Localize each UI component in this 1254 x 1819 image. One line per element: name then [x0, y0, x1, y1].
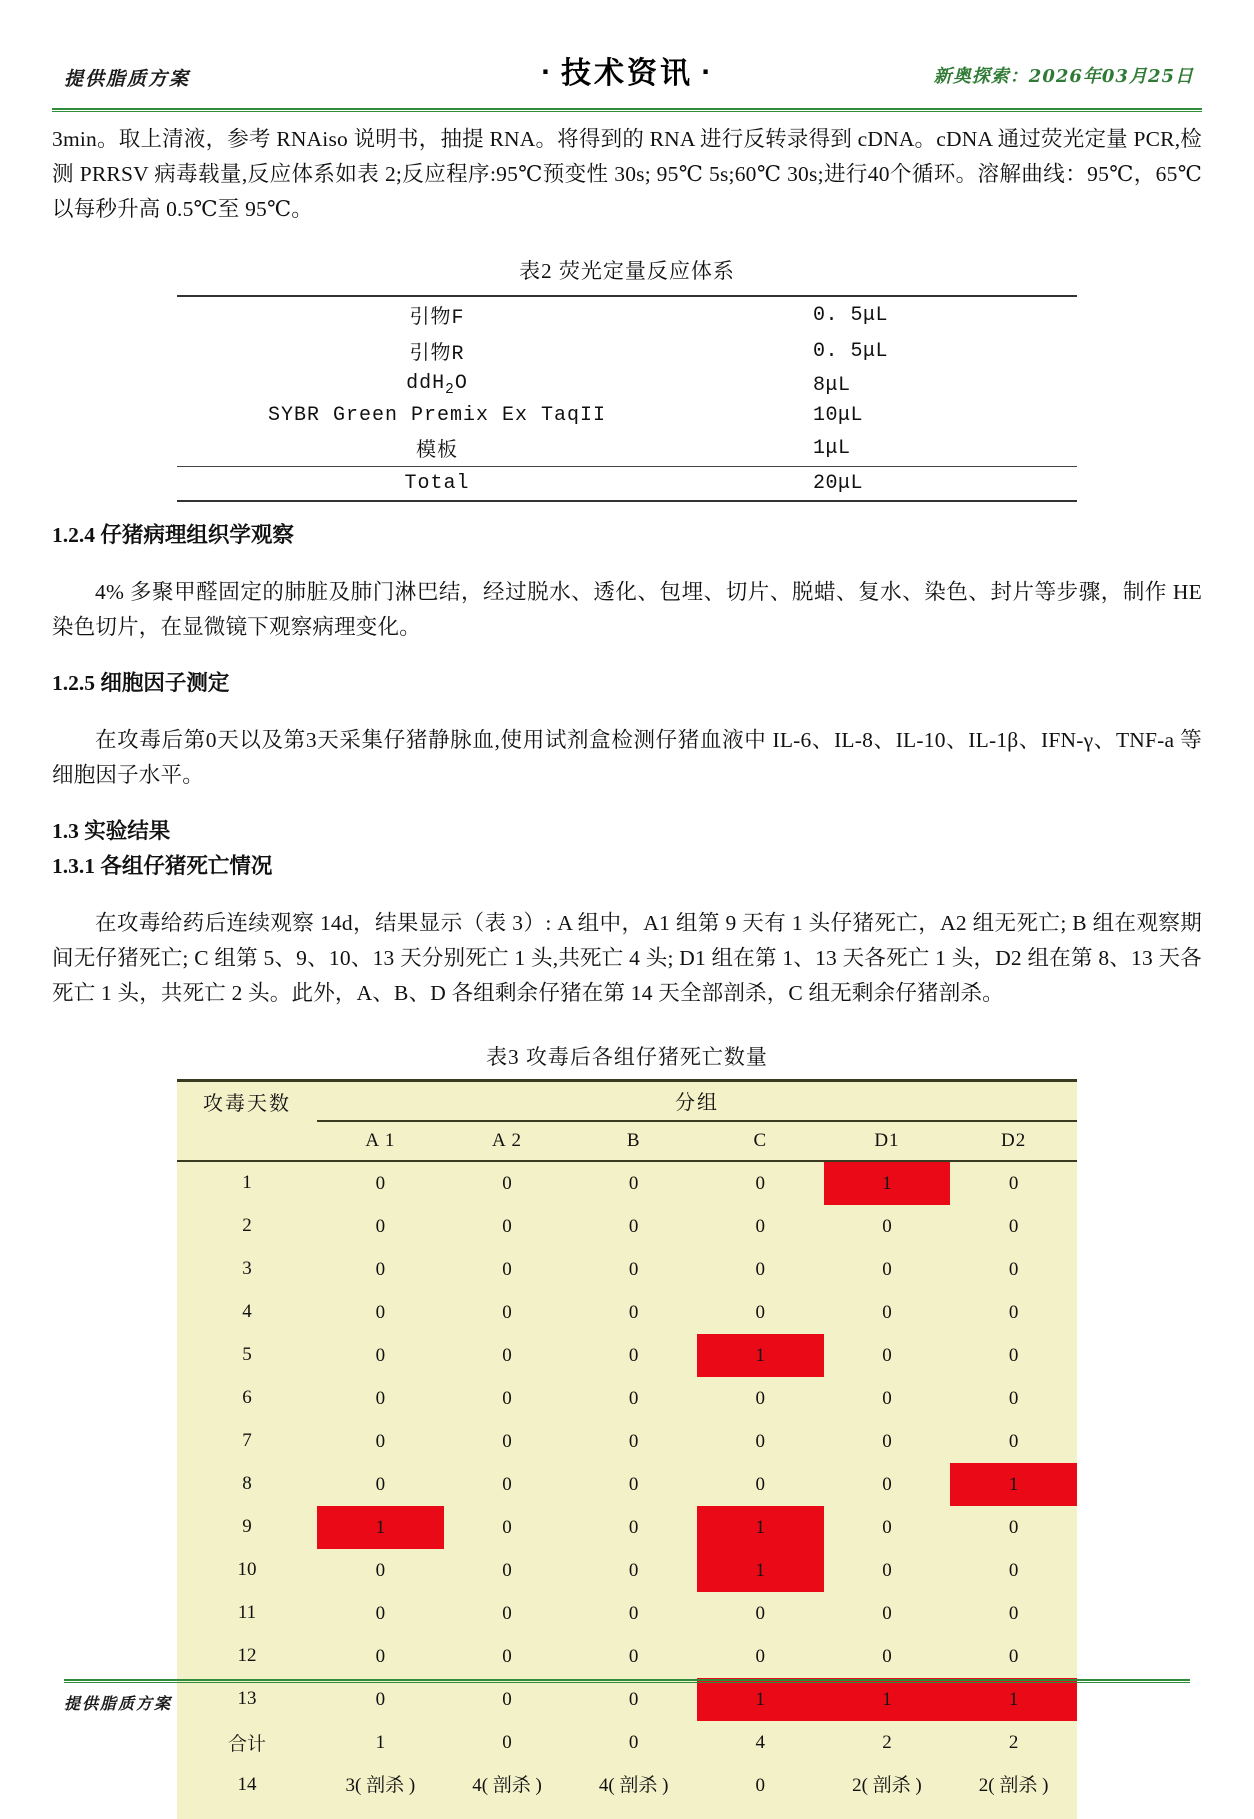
table3-cell — [697, 1592, 824, 1635]
table2-caption: 表2 荧光定量反应体系 — [519, 259, 735, 283]
table-row — [177, 1463, 1077, 1506]
title-dot-left: · — [540, 58, 553, 86]
table3-cell — [317, 1291, 444, 1334]
table3-cell — [950, 1764, 1077, 1807]
table3-cell-value: 4( 剖杀 ) — [598, 1774, 669, 1796]
table3-cell-value: 0 — [882, 1258, 892, 1280]
table-row — [177, 430, 1077, 467]
table3-cell — [317, 1764, 444, 1807]
table2-cell-label: ddH$_2$O — [406, 372, 468, 398]
table3-cell-value: 4 — [755, 1731, 766, 1753]
table-row — [177, 1248, 1077, 1291]
table3-cell — [697, 1463, 824, 1506]
subscript-2: 2 — [445, 382, 455, 398]
table3-cell — [824, 1248, 951, 1291]
table3-cell — [570, 1506, 697, 1549]
table3-cell-value: 0 — [502, 1473, 512, 1495]
table3-cell-value: 0 — [375, 1344, 386, 1366]
table3-cell-value: 0 — [1008, 1516, 1019, 1538]
table3-cell — [950, 1506, 1077, 1549]
table3-cell-value: 0 — [502, 1731, 512, 1753]
table3-cell-value: 0 — [375, 1301, 386, 1323]
table3-cell — [317, 1678, 444, 1721]
table3-cell-value: 0 — [375, 1688, 386, 1710]
table2-cell-value: 0. 5μL — [813, 339, 889, 363]
table3-row-day: 8 — [242, 1473, 252, 1494]
table3-cell — [824, 1420, 951, 1463]
table3-row-day: 14 — [237, 1774, 257, 1795]
table3-cell-value: 0 — [882, 1645, 892, 1667]
table3-cell-value: 0 — [628, 1602, 639, 1624]
table3-cell — [317, 1377, 444, 1420]
table3-cell — [444, 1721, 571, 1764]
table3-cell — [697, 1721, 824, 1764]
table2-cell-label: 引物F — [177, 296, 697, 333]
table2-cell-value: 8μL — [813, 373, 851, 397]
table3-cell — [444, 1463, 571, 1506]
table2-body — [177, 296, 1077, 501]
intro-paragraph-block — [52, 122, 1202, 227]
table3-cell — [444, 1291, 571, 1334]
table3-row-day: 5 — [242, 1344, 252, 1365]
table3-cell-value: 1 — [882, 1172, 892, 1194]
table3-cell-value: 3( 剖杀 ) — [345, 1774, 416, 1796]
table3-cell — [950, 1678, 1077, 1721]
table2-cell-value: 1μL — [813, 436, 851, 460]
table-row — [177, 369, 1077, 401]
table3-cell — [570, 1161, 697, 1205]
table-row — [177, 1334, 1077, 1377]
table3-cell — [697, 1205, 824, 1248]
table2-total-value: 20μL — [697, 467, 1077, 502]
table3-cell — [317, 1205, 444, 1248]
table3-cell — [317, 1420, 444, 1463]
table2-block — [52, 255, 1202, 502]
table3-cell-value: 0 — [375, 1430, 386, 1452]
table-row — [177, 1205, 1077, 1248]
table3-cell — [570, 1678, 697, 1721]
table2-cell-value: 0. 5μL — [697, 296, 1077, 333]
table3-cell-value: 0 — [375, 1172, 386, 1194]
table3-subheader-row — [177, 1121, 1077, 1161]
table3-cell-value: 1 — [755, 1516, 766, 1538]
table3-cell-value: 0 — [375, 1559, 386, 1581]
document-page — [0, 46, 1254, 1796]
table3-cell — [570, 1377, 697, 1420]
table3-cell-value: 2( 剖杀 ) — [852, 1774, 922, 1796]
table3-bottom-spacer — [177, 1807, 1077, 1819]
table3-cell-value: 0 — [1008, 1387, 1019, 1409]
table3-cell-value: 0 — [755, 1387, 766, 1409]
section-body-1-2-4: 4% 多聚甲醛固定的肺脏及肺门淋巴结，经过脱水、透化、包埋、切片、脱蜡、复水、染色、封片等步骤，制作 HE 染色切片，在显微镜下观察病理变化。 — [52, 579, 1202, 639]
table3-cell — [950, 1463, 1077, 1506]
table3-cell-value: 1 — [375, 1731, 386, 1753]
table3-cell-value: 0 — [502, 1688, 512, 1710]
table3-cell-value: 0 — [755, 1430, 766, 1452]
table3-row-day: 6 — [242, 1387, 252, 1408]
table3-cell-value: 0 — [502, 1387, 512, 1409]
table3-cell — [950, 1291, 1077, 1334]
table3-cell — [824, 1635, 951, 1678]
table3-row-day: 12 — [237, 1645, 257, 1666]
table3-cell — [824, 1764, 951, 1807]
table3-caption: 表3 攻毒后各组仔猪死亡数量 — [486, 1044, 768, 1069]
table3-cell — [697, 1549, 824, 1592]
table3-cell-value: 0 — [375, 1215, 386, 1237]
table-row — [177, 401, 1077, 430]
table3-row-day: 4 — [242, 1301, 252, 1322]
table3-row-day: 13 — [237, 1688, 257, 1709]
table-row — [177, 1377, 1077, 1420]
table3-cell-value: 0 — [375, 1473, 386, 1495]
table3-cell — [950, 1635, 1077, 1678]
table3-cell-value: 0 — [1008, 1258, 1019, 1280]
table2-cell-label: 模板 — [416, 440, 458, 463]
table3-subheader-blank — [177, 1121, 317, 1161]
table3-cell — [570, 1635, 697, 1678]
table-row — [177, 1549, 1077, 1592]
table3-cell-value: 0 — [1008, 1215, 1019, 1237]
table3-cell — [697, 1420, 824, 1463]
table3-cell-value: 0 — [1008, 1430, 1019, 1452]
table3-cell-value: 2 — [1008, 1731, 1019, 1753]
table3-cell-value: 0 — [882, 1602, 892, 1624]
table3-cell-value: 0 — [1008, 1301, 1019, 1323]
table3-cell — [444, 1334, 571, 1377]
table3-cell-value: 1 — [755, 1688, 766, 1710]
table3-row-day: 1 — [177, 1161, 317, 1205]
table3-cell-value: 0 — [628, 1344, 639, 1366]
table3-cell-value: 0 — [502, 1258, 512, 1280]
table3-col-d2: D2 — [1001, 1129, 1027, 1151]
table3-cell-value: 1 — [1008, 1688, 1019, 1710]
table3-cell-value: 2 — [882, 1731, 892, 1753]
table3-cell — [317, 1463, 444, 1506]
table-row — [177, 1291, 1077, 1334]
table3-cell — [697, 1248, 824, 1291]
table3-cell-value: 4( 剖杀 ) — [472, 1774, 542, 1796]
table-row — [177, 1592, 1077, 1635]
table3-cell-value: 0 — [882, 1344, 892, 1366]
header-rule-thin — [52, 111, 1202, 112]
table3-cell — [697, 1334, 824, 1377]
table3-cell-value: 0 — [502, 1602, 512, 1624]
table3-cell-value: 0 — [755, 1172, 766, 1194]
table3-cell-value: 0 — [628, 1473, 639, 1495]
table3-cell — [317, 1248, 444, 1291]
table3-cell — [444, 1635, 571, 1678]
table-row — [177, 1161, 1077, 1205]
table3-row-day: 合计 — [228, 1733, 267, 1755]
table3-cell — [697, 1506, 824, 1549]
table3-cell — [697, 1635, 824, 1678]
table3-cell — [824, 1377, 951, 1420]
table3-col-b: B — [626, 1129, 641, 1151]
table3-header-group: 分组 — [317, 1082, 1077, 1121]
table3-cell — [317, 1334, 444, 1377]
table-row — [177, 1420, 1077, 1463]
section-heading-1-3-1: 1.3.1 各组仔猪死亡情况 — [52, 854, 273, 878]
table3-cell-value: 0 — [1008, 1645, 1019, 1667]
table3-cell-value: 1 — [755, 1344, 766, 1366]
table3-cell-value: 0 — [375, 1258, 386, 1280]
table2-total-label: Total — [177, 467, 697, 502]
table3-header-row — [177, 1082, 1077, 1121]
table3-cell-value: 0 — [1008, 1602, 1019, 1624]
table3-cell-value: 0 — [375, 1602, 386, 1624]
table3-cell-value: 0 — [882, 1559, 892, 1581]
table3-cell — [950, 1161, 1077, 1205]
table3-cell-value: 0 — [628, 1645, 639, 1667]
table-row — [177, 333, 1077, 369]
table3-cell — [697, 1291, 824, 1334]
table3-cell-value: 0 — [755, 1473, 766, 1495]
section-body-1-3-1: 在攻毒给药后连续观察 14d，结果显示（表 3）: A 组中，A1 组第 9 天有 1 头仔猪死亡，A2 组无死亡; B 组在观察期间无仔猪死亡; C 组第 5、9、10、13 天分别死亡 1 头,共死亡 4 头; D1 组在第 1、13 天各死亡 1 头，D2 组在第 8、13 天各死亡 1 头，共死亡 2 头。此外，A、B、D 各组剩余仔猪在第 14 天全部剖杀，C 组无剩余仔猪剖杀。 — [52, 910, 1202, 1005]
table3-cell-value: 0 — [628, 1430, 639, 1452]
table2-cell-label: 引物R — [409, 343, 465, 366]
table-row — [177, 1764, 1077, 1807]
table3-cell — [570, 1764, 697, 1807]
table3-cell — [950, 1248, 1077, 1291]
table3-cell — [444, 1592, 571, 1635]
header-rule-thick — [52, 108, 1202, 110]
table3-cell-value: 0 — [1008, 1344, 1019, 1366]
table3-cell — [824, 1678, 951, 1721]
table3-cell — [444, 1377, 571, 1420]
table3-cell-value: 0 — [628, 1215, 639, 1237]
table3-col-c: C — [753, 1129, 768, 1151]
table3-head — [177, 1082, 1077, 1161]
table3-cell — [697, 1764, 824, 1807]
table2-cell-value: 10μL — [813, 404, 864, 427]
table3-cell-value: 0 — [882, 1301, 892, 1323]
table3-cell — [570, 1248, 697, 1291]
table3-cell — [444, 1506, 571, 1549]
table3-cell — [697, 1678, 824, 1721]
table3-cell — [824, 1463, 951, 1506]
page-header — [52, 46, 1202, 108]
table3-cell — [824, 1721, 951, 1764]
table3-cell — [697, 1377, 824, 1420]
table3-cell-value: 0 — [502, 1559, 512, 1581]
table3-cell-value: 0 — [628, 1387, 639, 1409]
table3-cell — [317, 1635, 444, 1678]
table3-cell-value: 0 — [628, 1258, 639, 1280]
footer-left-mark: 提供脂质方案 — [64, 1694, 173, 1713]
table2-total-row — [177, 467, 1077, 502]
table3-cell-value: 1 — [1008, 1473, 1019, 1495]
page-title-text: 技术资讯 — [561, 56, 693, 91]
table3-cell-value: 0 — [755, 1301, 766, 1323]
table3-cell-value: 0 — [502, 1516, 512, 1538]
table3-col-a2: A 2 — [492, 1129, 522, 1151]
table3-cell-value: 0 — [375, 1387, 386, 1409]
table3-cell-value: 0 — [502, 1344, 512, 1366]
table3-cell — [950, 1334, 1077, 1377]
table3-col-a1: A 1 — [365, 1129, 396, 1151]
table-row — [177, 1635, 1077, 1678]
table3-cell-value: 0 — [628, 1688, 639, 1710]
section-heading-1-2-5: 1.2.5 细胞因子测定 — [52, 671, 230, 695]
table3-cell — [824, 1549, 951, 1592]
table3-cell-value: 0 — [628, 1301, 639, 1323]
table3-cell-value: 1 — [755, 1559, 766, 1581]
table3-cell — [570, 1291, 697, 1334]
table3-cell — [444, 1549, 571, 1592]
table3-cell — [950, 1420, 1077, 1463]
section-body-1-2-5: 在攻毒后第0天以及第3天采集仔猪静脉血,使用试剂盒检测仔猪血液中 IL-6、IL-8、IL-10、IL-1β、IFN-γ、TNF-a 等细胞因子水平。 — [52, 727, 1202, 787]
table3-cell — [824, 1506, 951, 1549]
table3-cell-value: 0 — [882, 1473, 892, 1495]
header-date-mark: 新奥探索：2026年03月25日 — [933, 66, 1194, 87]
table3-cell-value: 0 — [755, 1258, 766, 1280]
table3-cell — [317, 1161, 444, 1205]
table3-cell-value: 0 — [882, 1215, 892, 1237]
table3-cell-value: 0 — [502, 1645, 512, 1667]
table3-cell — [444, 1161, 571, 1205]
title-dot-right: · — [701, 58, 714, 86]
table3-cell — [824, 1291, 951, 1334]
table3-cell — [950, 1592, 1077, 1635]
table3-cell-value: 0 — [755, 1774, 766, 1796]
table3-cell — [570, 1334, 697, 1377]
table3-cell — [824, 1205, 951, 1248]
table3-cell — [444, 1248, 571, 1291]
table3-row-day: 9 — [242, 1516, 252, 1537]
table3-cell — [950, 1721, 1077, 1764]
table3-cell-value: 0 — [502, 1301, 512, 1323]
table3-row-day: 10 — [237, 1559, 257, 1580]
table3-row-day: 11 — [237, 1602, 257, 1623]
section-heading-1-3: 1.3 实验结果 — [52, 819, 171, 843]
table3-cell — [444, 1205, 571, 1248]
table3-cell-value: 0 — [1008, 1172, 1019, 1194]
table3-cell — [950, 1377, 1077, 1420]
intro-paragraph: 3min。取上清液，参考 RNAiso 说明书，抽提 RNA。将得到的 RNA 进行反转录得到 cDNA。cDNA 通过荧光定量 PCR,检测 PRRSV 病毒载量,反应体系如表 2;反应程序:95℃预变性 30s; 95℃ 5s;60℃ 30s;进行40个循环。溶解曲线：95℃，65℃以每秒升高 0.5℃至 95℃。 — [52, 127, 1202, 221]
section-heading-1-2-4: 1.2.4 仔猪病理组织学观察 — [52, 523, 294, 547]
table3-cell — [570, 1420, 697, 1463]
table-row — [177, 1506, 1077, 1549]
table3-row-day: 3 — [242, 1258, 252, 1279]
table3-cell — [570, 1721, 697, 1764]
table3-cell-value: 0 — [882, 1430, 892, 1452]
table3-cell — [824, 1592, 951, 1635]
table3-cell-value: 0 — [628, 1516, 639, 1538]
table3-cell — [444, 1764, 571, 1807]
table3-cell-value: 0 — [502, 1172, 512, 1194]
table-row — [177, 296, 1077, 333]
table3-cell-value: 0 — [628, 1172, 639, 1194]
table3-cell — [950, 1549, 1077, 1592]
header-left-mark: 提供脂质方案 — [64, 68, 191, 90]
table3-cell-value: 1 — [882, 1688, 892, 1710]
table3-cell-value: 0 — [628, 1731, 639, 1753]
table3-cell — [570, 1592, 697, 1635]
table3-cell-value: 0 — [755, 1602, 766, 1624]
table3-cell-value: 0 — [628, 1559, 639, 1581]
table3-cell-value: 0 — [882, 1516, 892, 1538]
table3-cell — [824, 1334, 951, 1377]
table3-cell — [317, 1721, 444, 1764]
table3-cell — [950, 1205, 1077, 1248]
table3-cell-value: 0 — [502, 1215, 512, 1237]
table3-cell-value: 0 — [755, 1215, 766, 1237]
table3-cell — [570, 1549, 697, 1592]
table3-cell — [570, 1205, 697, 1248]
table3-header-day: 攻毒天数 — [203, 1092, 292, 1115]
table3-cell — [317, 1592, 444, 1635]
table3-cell-value: 0 — [502, 1430, 512, 1452]
table3-cell-value: 0 — [1008, 1559, 1019, 1581]
table2-cell-label: SYBR Green Premix Ex TaqII — [267, 404, 607, 427]
table3-cell — [697, 1161, 824, 1205]
table3-col-d1: D1 — [874, 1129, 900, 1151]
table3-row-day: 2 — [242, 1215, 252, 1236]
table3-cell — [444, 1678, 571, 1721]
table3-cell-value: 0 — [375, 1645, 386, 1667]
table3-cell-value: 0 — [755, 1645, 766, 1667]
table3-cell — [317, 1549, 444, 1592]
table3-cell-value: 0 — [882, 1387, 892, 1409]
table3-cell — [444, 1420, 571, 1463]
table-row — [177, 1721, 1077, 1764]
table3-cell — [317, 1506, 444, 1549]
table3-row-day: 7 — [242, 1430, 252, 1451]
table3-cell — [824, 1161, 951, 1205]
table3-cell-value: 1 — [375, 1516, 386, 1538]
sections-block — [52, 518, 1202, 1011]
table2 — [177, 295, 1077, 502]
table3-cell-value: 2( 剖杀 ) — [978, 1774, 1049, 1796]
table3-cell — [570, 1463, 697, 1506]
